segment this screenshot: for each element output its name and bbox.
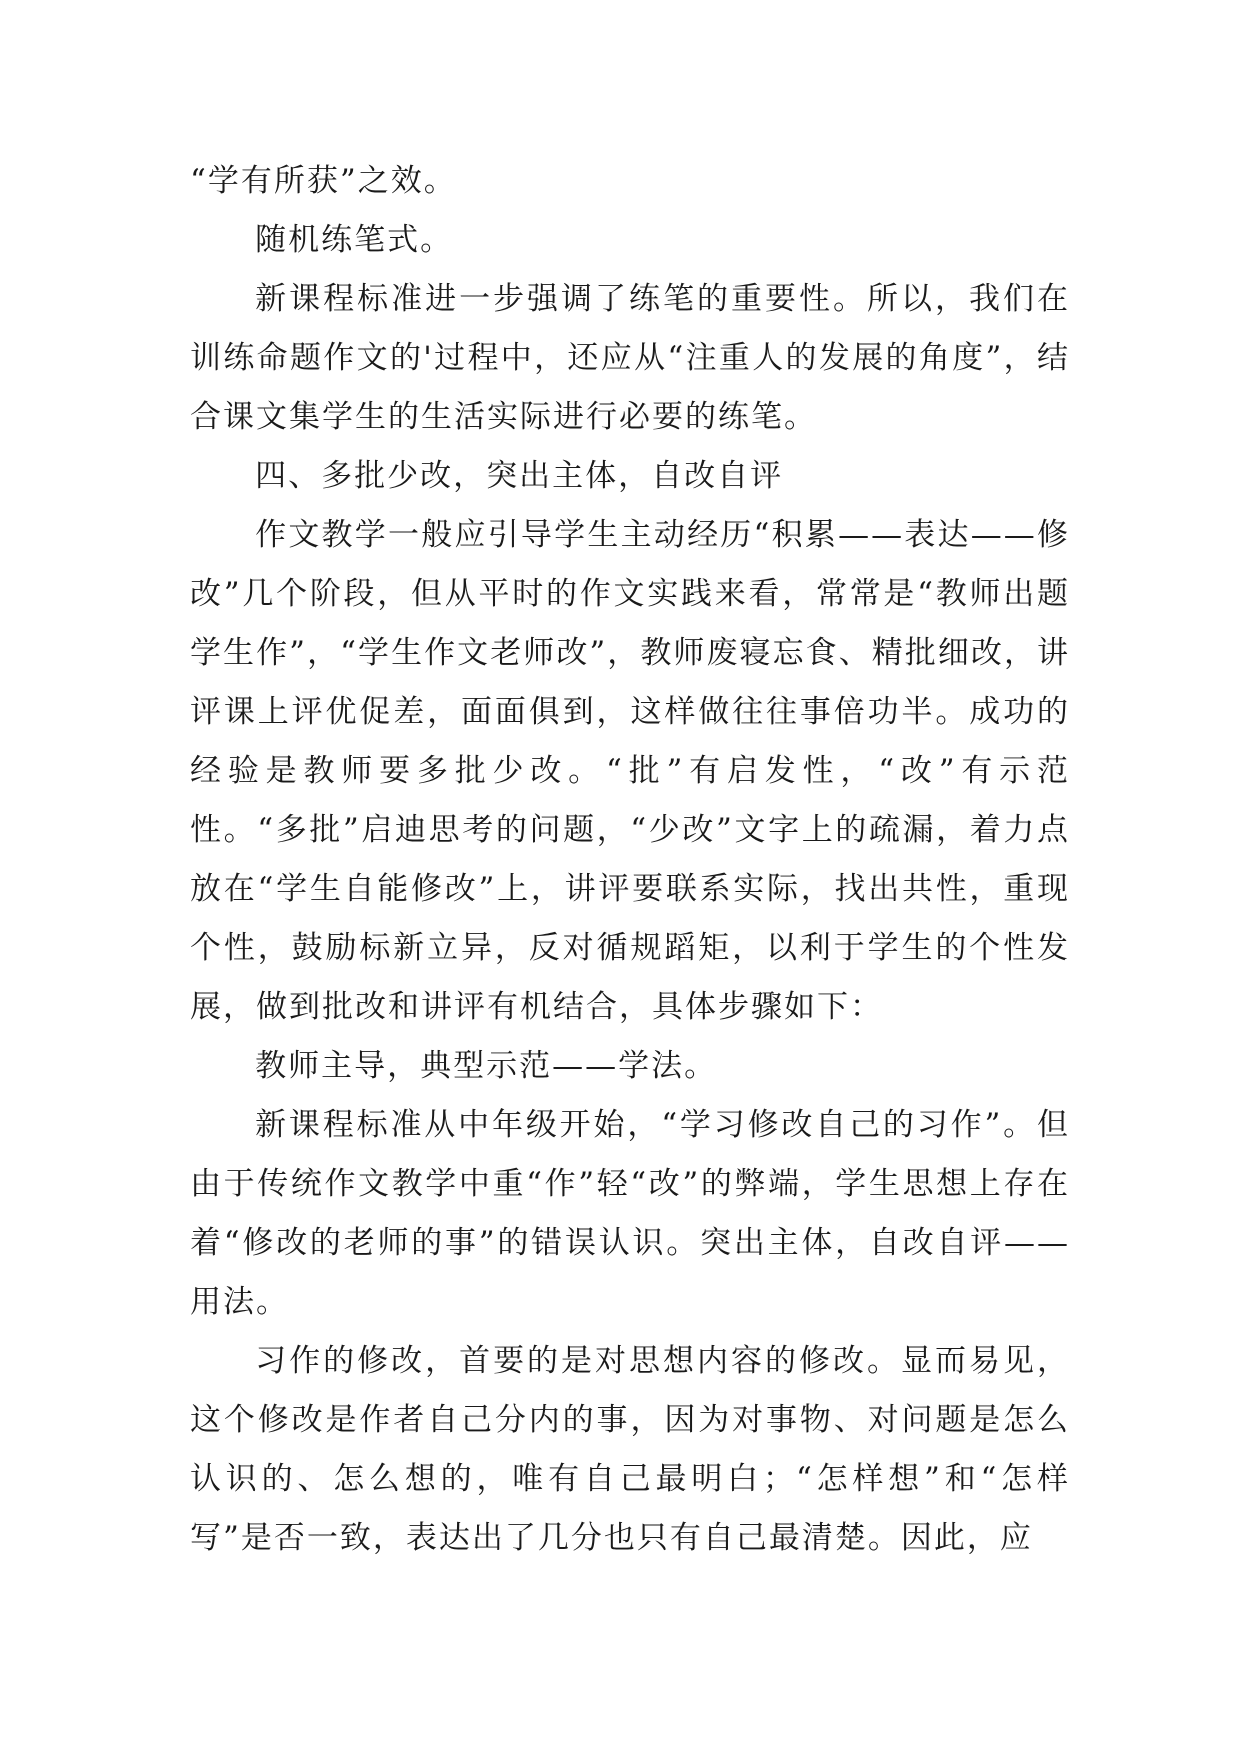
paragraph-subheading-method: 教师主导，典型示范——学法。 <box>255 1048 718 1084</box>
paragraph-curriculum-body: 新课程标准从中年级开始，“学习修改自己的习作”。但由于传统作文教学中重“作”轻“改”的弊端，学生思想上存在着“修改的老师的事”的错误认识。突出主体，自改自评——用法。 <box>190 1107 1070 1320</box>
paragraph-practice-body: 新课程标准进一步强调了练笔的重要性。所以，我们在训练命题作文的'过程中，还应从“注重人的发展的角度”，结合课文集学生的生活实际进行必要的练笔。 <box>190 281 1070 435</box>
paragraph-continuation: “学有所获”之效。 <box>190 163 457 199</box>
paragraph-teaching-body: 作文教学一般应引导学生主动经历“积累——表达——修改”几个阶段，但从平时的作文实践来看，常常是“教师出题学生作”，“学生作文老师改”，教师废寝忘食、精批细改，讲评课上评优促差，面面俱到，这样做往往事倍功半。成功的经验是教师要多批少改。“批”有启发性，“改”有示范性。“多批”启迪思考的问题，“少改”文字上的疏漏，着力点放在“学生自能修改”上，讲评要联系实际，找出共性，重现个性，鼓励标新立异，反对循规蹈矩，以利于学生的个性发展，做到批改和讲评有机结合，具体步骤如下： <box>190 517 1070 1025</box>
section-heading-four: 四、多批少改，突出主体，自改自评 <box>255 458 784 494</box>
document-page <box>190 152 1070 1568</box>
paragraph-revision-body: 习作的修改，首要的是对思想内容的修改。显而易见，这个修改是作者自己分内的事，因为对事物、对问题是怎么认识的、怎么想的，唯有自己最明白；“怎样想”和“怎样写”是否一致，表达出了几分也只有自己最清楚。因此，应 <box>190 1343 1070 1556</box>
paragraph-subheading-practice: 随机练笔式。 <box>255 222 454 258</box>
